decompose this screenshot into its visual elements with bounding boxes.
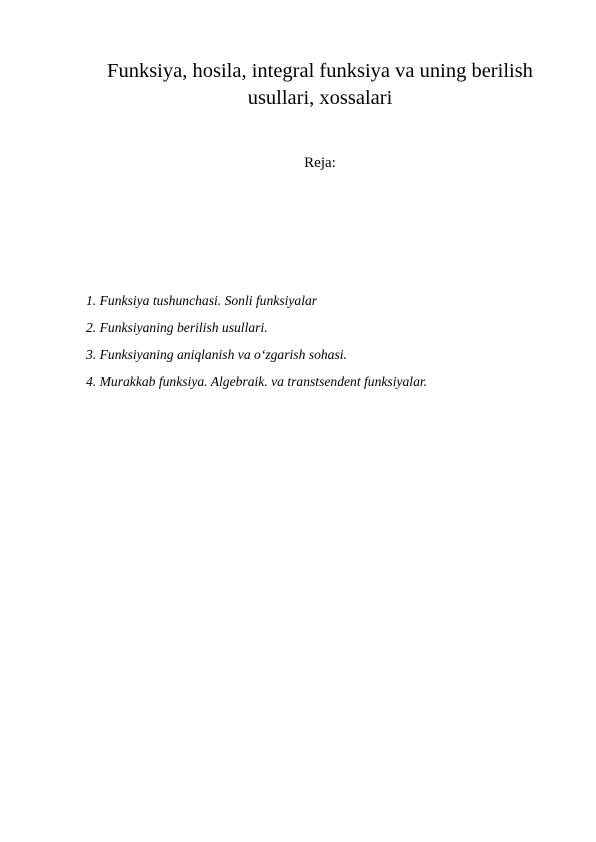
plan-item-1: 1. Funksiya tushunchasi. Sonli funksiyalar (86, 293, 318, 308)
plan-heading: Reja: (304, 155, 336, 171)
plan-item-3: 3. Funksiyaning aniqlanish va o‘zgarish sohasi. (86, 347, 347, 362)
plan-list (86, 287, 566, 395)
plan-item-4: 4. Murakkab funksiya. Algebraik. va transtsendent funksiyalar. (86, 374, 428, 389)
document-title: Funksiya, hosila, integral funksiya va uning berilish usullari, xossalari (107, 60, 533, 109)
plan-item-2: 2. Funksiyaning berilish usullari. (86, 320, 268, 335)
